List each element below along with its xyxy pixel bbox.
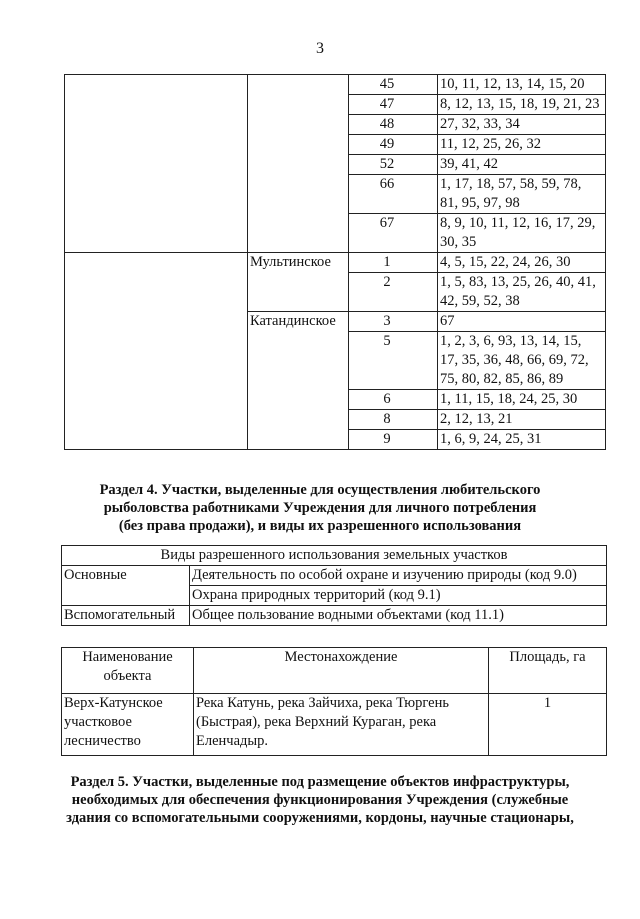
district-cell: Мультинское bbox=[248, 253, 349, 312]
main-use-label: Основные bbox=[62, 566, 190, 606]
heading-line: Раздел 4. Участки, выделенные для осуществления любительского bbox=[99, 482, 541, 498]
plot-number: 9 bbox=[349, 430, 438, 450]
plot-number: 8 bbox=[349, 410, 438, 430]
object-area: 1 bbox=[489, 694, 607, 756]
aux-use-item: Общее пользование водными объектами (код 11.1) bbox=[190, 606, 607, 626]
table-row bbox=[62, 566, 607, 586]
district-cell bbox=[248, 75, 349, 253]
district-cell: Катандинское bbox=[248, 312, 349, 450]
main-use-item: Охрана природных территорий (код 9.1) bbox=[190, 586, 607, 606]
column-header-area: Площадь, га bbox=[489, 648, 607, 694]
column-header-location: Местонахождение bbox=[194, 648, 489, 694]
table-row bbox=[65, 253, 606, 273]
plot-number: 47 bbox=[349, 95, 438, 115]
parcel-list: 10, 11, 12, 13, 14, 15, 20 bbox=[438, 75, 606, 95]
forestry-cell bbox=[65, 75, 248, 253]
plot-number: 49 bbox=[349, 135, 438, 155]
parcel-list: 1, 11, 15, 18, 24, 25, 30 bbox=[438, 390, 606, 410]
object-location: Река Катунь, река Зайчиха, река Тюргень (Быстрая), река Верхний Кураган, река Еленчадыр. bbox=[194, 694, 489, 756]
land-use-header: Виды разрешенного использования земельных участков bbox=[62, 546, 607, 566]
plot-number: 48 bbox=[349, 115, 438, 135]
plot-number: 6 bbox=[349, 390, 438, 410]
section-5-heading bbox=[40, 773, 600, 827]
parcel-list: 1, 17, 18, 57, 58, 59, 78, 81, 95, 97, 98 bbox=[438, 175, 606, 214]
parcels-table bbox=[64, 74, 606, 450]
parcel-list: 1, 6, 9, 24, 25, 31 bbox=[438, 430, 606, 450]
forestry-cell bbox=[65, 253, 248, 450]
heading-line: (без права продажи), и виды их разрешенного использования bbox=[118, 518, 522, 534]
parcel-list: 11, 12, 25, 26, 32 bbox=[438, 135, 606, 155]
page-number: 3 bbox=[316, 40, 324, 57]
plot-number: 1 bbox=[349, 253, 438, 273]
plot-number: 5 bbox=[349, 332, 438, 390]
plot-number: 67 bbox=[349, 214, 438, 253]
plot-number: 3 bbox=[349, 312, 438, 332]
plot-number: 2 bbox=[349, 273, 438, 312]
table-row bbox=[62, 546, 607, 566]
plot-number: 45 bbox=[349, 75, 438, 95]
parcel-list: 8, 9, 10, 11, 12, 16, 17, 29, 30, 35 bbox=[438, 214, 606, 253]
parcel-list: 67 bbox=[438, 312, 606, 332]
parcel-list: 1, 5, 83, 13, 25, 26, 40, 41, 42, 59, 52, 38 bbox=[438, 273, 606, 312]
heading-line: рыболовства работниками Учреждения для личного потребления bbox=[103, 500, 537, 516]
heading-line: Раздел 5. Участки, выделенные под размещение объектов инфраструктуры, bbox=[70, 774, 570, 790]
parcel-list: 8, 12, 13, 15, 18, 19, 21, 23 bbox=[438, 95, 606, 115]
parcel-list: 2, 12, 13, 21 bbox=[438, 410, 606, 430]
aux-use-label: Вспомогательный bbox=[62, 606, 190, 626]
parcel-list: 39, 41, 42 bbox=[438, 155, 606, 175]
parcel-list: 4, 5, 15, 22, 24, 26, 30 bbox=[438, 253, 606, 273]
main-use-item: Деятельность по особой охране и изучению природы (код 9.0) bbox=[190, 566, 607, 586]
land-use-table bbox=[61, 545, 607, 626]
plot-number: 66 bbox=[349, 175, 438, 214]
column-header-name: Наименование объекта bbox=[62, 648, 194, 694]
parcel-list: 27, 32, 33, 34 bbox=[438, 115, 606, 135]
plot-number: 52 bbox=[349, 155, 438, 175]
heading-line: необходимых для обеспечения функционирования Учреждения (служебные bbox=[71, 792, 569, 808]
table-row bbox=[62, 606, 607, 626]
section-4-heading bbox=[40, 481, 600, 535]
object-table bbox=[61, 647, 607, 756]
table-row bbox=[65, 75, 606, 95]
object-name: Верх-Катунское участковое лесничество bbox=[62, 694, 194, 756]
parcel-list: 1, 2, 3, 6, 93, 13, 14, 15, 17, 35, 36, 48, 66, 69, 72, 75, 80, 82, 85, 86, 89 bbox=[438, 332, 606, 390]
heading-line: здания со вспомогательными сооружениями, кордоны, научные стационары, bbox=[66, 810, 574, 826]
table-header-row bbox=[62, 648, 607, 694]
table-row bbox=[62, 694, 607, 756]
